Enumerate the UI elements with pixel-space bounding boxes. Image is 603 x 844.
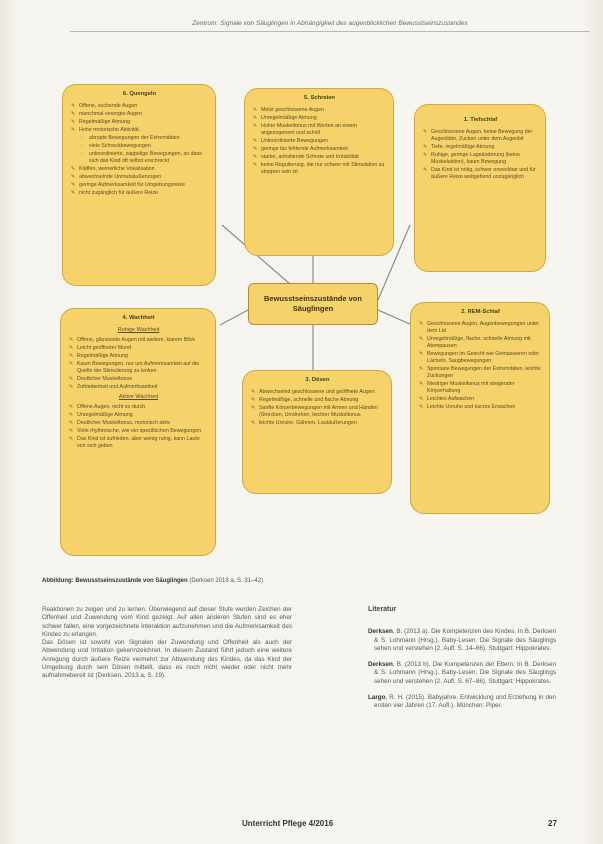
bullet-item: ✎ Sanfte Körperbewegungen mit Armen und Händen (Strecken, Umdrehen, leichter Muskeltonus	[251, 405, 384, 419]
box-quengeln	[62, 84, 216, 286]
box-doesen	[242, 370, 392, 494]
body-text-left	[42, 606, 292, 681]
footer-journal: Unterricht Pflege 4/2016	[242, 819, 334, 828]
box-title: 4. Wachheit	[122, 315, 155, 321]
bullet-item: ✎ Das Kind ist nötig, schwer erweckbar und für äußere Reize weitgehend unzugänglich	[423, 167, 538, 181]
lit-text: , B. (2013 a). Die Kompetenzen des Kindes. In B. Derksen & S. Lohmann (Hrsg.), Baby-Lesen. Die Signale des Säuglings sehen und verstehen (2. Aufl. S. 14–66). Stuttgart: Hippokrates.	[374, 628, 556, 652]
bullet-item: ✎ geringe bis fehlende Aufmerksamkeit	[253, 146, 386, 153]
literature-entry	[368, 694, 556, 711]
bullet-item: ✎ Leicht geöffneter Mund	[69, 345, 208, 352]
bullet-item: ✎ Regelmäßige Atmung	[71, 119, 208, 126]
lit-author: Largo	[368, 694, 386, 702]
bullet-item: ✎ Hoher Muskeltonus mit Werten an einem angezogenem und schrill	[253, 123, 386, 137]
bullet-item: ✎ Viele rhythmische, wie ein spezifischen Bewegungen	[69, 428, 208, 435]
box-rem	[410, 302, 550, 514]
bullet-item: ✎ Bewegungen im Gesicht wie Grimassieren oder Lächeln, Saugbewegungen	[419, 351, 542, 365]
bullet-item: ◦ abrupte Bewegungen der Extremitäten	[71, 135, 208, 142]
center-label: Bewusstseinszustände von Säuglingen	[248, 283, 378, 325]
literature-entry	[368, 628, 556, 653]
paragraph: Reaktionen zu zeigen und zu lernen. Überwiegend auf dieser Stufe werden Zeichen der Offenheit und Zuwendung vom Kind gezeigt. Auf allen anderen Stufen sind es eher schwer fallen, eine vorgezeichnete Interaktion aufzunehmen und die Aufmerksamkeit des Kindes zu erlangen.	[42, 606, 292, 638]
lit-text: , B. (2013 b). Die Kompetenzen der Eltern. In B. Derksen & S. Lohmann (Hrsg.), Baby-Lesen. Die Signale des Säuglings sehen und verstehen (2. Aufl. S. 67–86). Stuttgart: Hippokrates.	[374, 661, 556, 685]
bullet-item: ✎ Kaum Bewegungen, nur um Aufmerksamkeit auf die Quelle der Stimulierung zu lenken	[69, 361, 208, 375]
box-list	[69, 404, 208, 450]
bullet-item: ✎ Kläffen, weinerliche Vokalisation	[71, 166, 208, 173]
bullet-item: ✎ manchmal verengte Augen	[71, 111, 208, 118]
bullet-item: ✎ Regelmäßige Atmung	[69, 353, 208, 360]
bullet-item: ✎ Regelmäßige, schnelle und flache Atmung	[251, 397, 384, 404]
bullet-item: ✎ Meist geschlossene Augen	[253, 107, 386, 114]
box-tiefschlaf	[414, 104, 546, 272]
box-list	[251, 389, 384, 427]
bullet-item: ✎ Hohe motorische Aktivität,	[71, 127, 208, 134]
box-wachheit	[60, 308, 216, 556]
box-title: 3. Dösen	[305, 377, 330, 383]
bullet-item: ✎ Unregelmäßige Atmung	[253, 115, 386, 122]
bullet-item: ✎ Offene Augen, nicht so durch	[69, 404, 208, 411]
bullet-item: ◦ unkoordinierte, zappelige Bewegungen, so dass sich das Kind oft selbst erschreckt	[71, 151, 208, 165]
bullet-item: ✎ geringe Aufmerksamkeit für Umgebungsreize	[71, 182, 208, 189]
running-head: Zentrum: Signale von Säuglingen in Abhängigkeit des augenblicklichen Bewusstseinszustandes	[70, 20, 590, 32]
bullet-item: ✎ Leichte Unruhe und kurzes Erwachen	[419, 404, 542, 411]
bullet-item: ✎ abwechselnde Unmutsäußerungen	[71, 174, 208, 181]
box-list	[69, 337, 208, 391]
lit-author: Derksen	[368, 628, 393, 636]
bullet-item: ✎ Niedriger Muskeltonus mit steigender Körperhaltung	[419, 381, 542, 395]
box-title: 5. Schreien	[304, 95, 335, 101]
bullet-item: ✎ Das Kind ist zufrieden, aber wenig ruhig, kann Laute von sich geben	[69, 436, 208, 450]
figure-caption	[42, 578, 562, 584]
bullet-item: ✎ Tiefe, regelmäßige Atmung	[423, 144, 538, 151]
box-title: 1. Tiefschlaf	[463, 117, 498, 123]
box-title: 6. Quengeln	[122, 91, 157, 97]
caption-title: Abbildung: Bewusstseinszustände von Säuglingen	[42, 578, 188, 584]
bullet-item: ✎ Deutlicher Muskeltonus, motorisch aktiv	[69, 420, 208, 427]
page-number: 27	[548, 819, 557, 828]
bullet-item: ✎ Spontane Bewegungen der Extremitäten, leichte Zuckungen	[419, 366, 542, 380]
connector-wachheit	[220, 310, 248, 325]
bullet-item: ✎ keine Regulierung, die nur schwer mit Stimulation zu stoppen sein ist	[253, 162, 386, 176]
paragraph: Das Dösen ist sowohl von Signalen der Zuwendung und Offenheit als auch der Abwendung und Irritation gekennzeichnet. In diesem Zustand führt jedoch eine weitere Anregung durch äußere Reize vermehrt zur Abwendung des Kindes, da das Kind der Umgebung durch sein Dösen mitteilt, dass es noch nicht wieder oder nicht mehr aufnahmebereit ist (Derksen, 2013 a, S. 19).	[42, 639, 292, 680]
bullet-item: ✎ Unregelmäßige Atmung	[69, 412, 208, 419]
subhead-ruhige-wachheit: Ruhige Wachheit	[117, 327, 160, 333]
box-list	[253, 107, 386, 176]
bullet-item: ✎ nicht zugänglich für äußere Reize	[71, 190, 208, 197]
bullet-item: ✎ Unregelmäßige, flache, schnelle Atmung mit Atempausen	[419, 336, 542, 350]
bullet-item: ✎ Offene, glänzende Augen mit weitem, klarem Blick	[69, 337, 208, 344]
bullet-item: ✎ starke, anhaltende Schreie und Irritabilität	[253, 154, 386, 161]
bullet-item: ✎ Zufriedenheit und Aufmerksamkeit	[69, 384, 208, 391]
literature-title: Literatur	[368, 606, 397, 613]
lit-author: Derksen	[368, 661, 393, 669]
literature-entry	[368, 661, 556, 686]
bullet-item: ✎ Unkoordinierte Bewegungen	[253, 138, 386, 145]
bullet-item: ✎ Deutlicher Muskeltonus	[69, 376, 208, 383]
connector-rem	[378, 310, 412, 325]
bullet-item: ✎ Geschlossene Augen, Augenbewegungen unter dem Lid	[419, 321, 542, 335]
box-schreien	[244, 88, 394, 256]
caption-source: (Derksen 2013 a, S. 31–42)	[187, 578, 264, 584]
subhead-aktive-wachheit: Aktive Wachheit	[118, 394, 159, 400]
bullet-item: ✎ Offene, suchende Augen	[71, 103, 208, 110]
bullet-item: ✎ Leichtes Aufwachen	[419, 396, 542, 403]
bullet-item: ✎ Abwechselnd geschlossene und geöffnete Augen	[251, 389, 384, 396]
box-list	[419, 321, 542, 411]
bullet-item: ✎ leichte Unruhe, Gähnen, Lautäußerungen	[251, 420, 384, 427]
bullet-item: ✎ Ruhige, geringe Lageänderung (keine Muskelaktion), kaum Bewegung	[423, 152, 538, 166]
box-title: 2. REM-Schlaf	[461, 309, 500, 315]
literature-column	[368, 606, 556, 719]
box-list	[423, 129, 538, 181]
bullet-item: ✎ Geschlossene Augen, keine Bewegung der Augenlider, Zucken unter dem Augenlid	[423, 129, 538, 143]
bullet-item: ◦ viele Schreckbewegungen	[71, 143, 208, 150]
lit-text: , R. H. (2015). Babyjahre. Entwicklung und Erziehung in den ersten vier Jahren (17. Aufl.). München: Piper.	[374, 694, 556, 710]
box-list	[71, 103, 208, 197]
